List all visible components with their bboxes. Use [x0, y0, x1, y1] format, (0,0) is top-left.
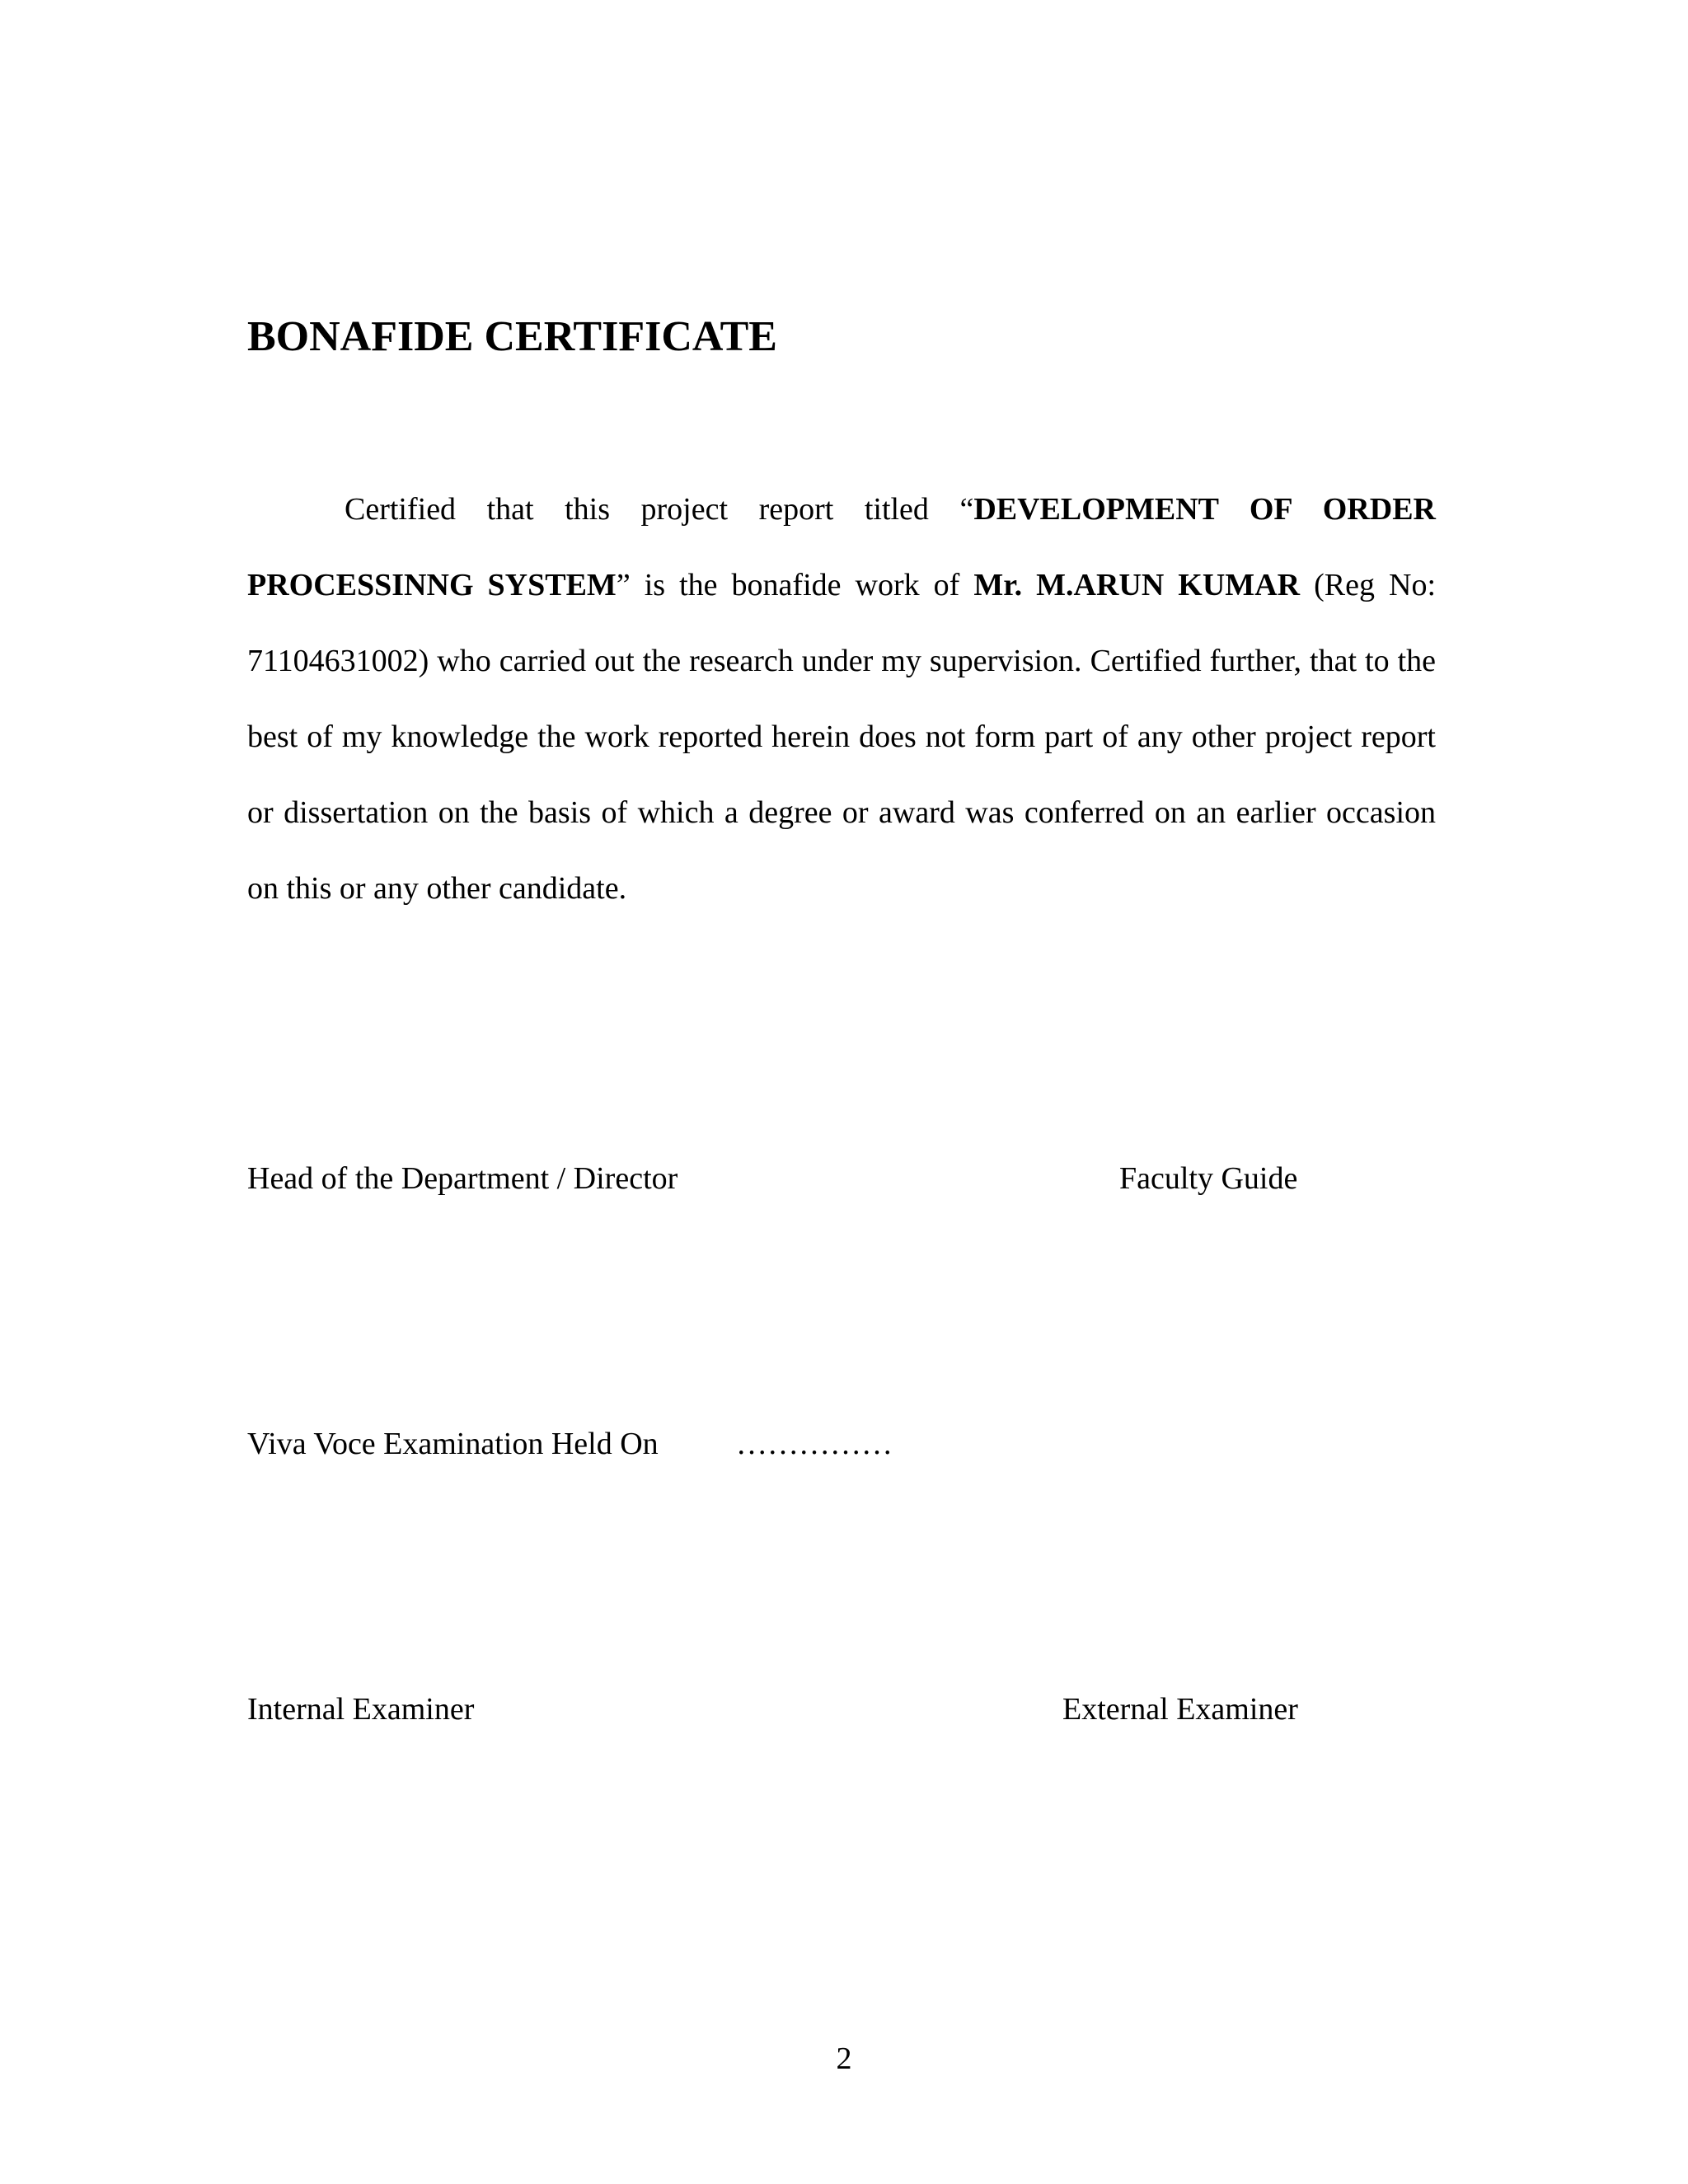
viva-voce-label: Viva Voce Examination Held On: [247, 1427, 659, 1461]
body-text-intro: Certified that this project report titled “: [345, 492, 974, 527]
page-title: BONAFIDE CERTIFICATE: [247, 313, 777, 360]
certificate-body: [247, 471, 1436, 926]
body-text-bonafide: ” is the bonafide work of: [616, 568, 974, 602]
internal-examiner-label: Internal Examiner: [247, 1692, 475, 1727]
external-examiner-label: External Examiner: [1062, 1692, 1298, 1727]
page-number: 2: [836, 2041, 852, 2076]
project-title: DEVELOPMENT OF ORDER PROCESSINNG SYSTEM: [247, 492, 1436, 602]
hod-signature-label: Head of the Department / Director: [247, 1161, 678, 1196]
faculty-guide-signature-label: Faculty Guide: [1119, 1161, 1298, 1196]
body-text-rest: (Reg No: 71104631002) who carried out the research under my supervision. Certified further, that to the best of my knowledge the work reported herein does not form part of any other project report or dissertation on the basis of which a degree or award was conferred on an earlier occasion on this or any other candidate.: [247, 568, 1436, 906]
viva-voce-date-blank: ……………: [736, 1427, 893, 1461]
student-name: Mr. M.ARUN KUMAR: [973, 568, 1301, 602]
